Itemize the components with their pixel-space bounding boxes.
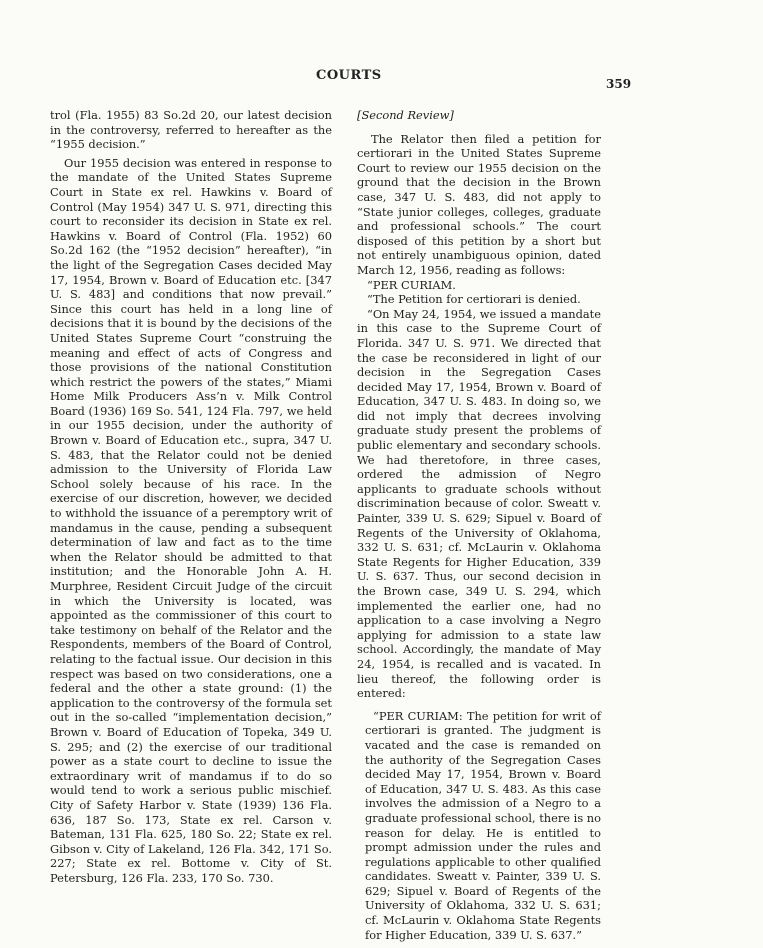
page-header bbox=[0, 68, 763, 90]
page-number: 359 bbox=[606, 77, 632, 91]
right-column bbox=[357, 108, 601, 942]
paragraph-continuation: trol (Fla. 1955) 83 So.2d 20, our latest decision in the controversy, referred to hereafter as the “1955 decision.” bbox=[50, 108, 332, 152]
section-heading: [Second Review] bbox=[357, 108, 454, 122]
quote-order: “PER CURIAM: The petition for writ of certiorari is granted. The judgment is vacated and the case is remanded on the authority of the Segregation Cases decided May 17, 1954, Brown v. Board of Education, 347 U. S. 483. As this case involves the admission of a Negro to a graduate professional school, there is no reason for delay. He is entitled to prompt admission under the rules and regulations applicable to other qualified candidates. Sweatt v. Painter, 339 U. S. 629; Sipuel v. Board of Regents of the University of Oklahoma, 332 U. S. 631; cf. McLaurin v. Oklahoma State Regents for Higher Education, 339 U. S. 637.” bbox=[365, 708, 601, 942]
quote-per-curiam: “PER CURIAM. bbox=[367, 277, 456, 292]
paragraph-petition: The Relator then filed a petition for certiorari in the United States Supreme Court to review our 1955 decision on the ground that the decision in the Brown case, 347 U. S. 483, did not apply to “State junior colleges, colleges, graduate and professional schools.” The court disposed of this petition by a short but not entirely unambiguous opinion, dated March 12, 1956, reading as follows: bbox=[357, 131, 601, 277]
quote-denied: “The Petition for certiorari is denied. bbox=[367, 292, 581, 307]
quote-mandate: “On May 24, 1954, we issued a mandate in this case to the Supreme Court of Florida. 347 U. S. 971. We directed that the case be reconsidered in light of our decision in the Segregation Cases decided May 17, 1954, Brown v. Board of Education, 347 U. S. 483. In doing so, we did not imply that decrees involving graduate study present the problems of public elementary and secondary schools. We had theretofore, in three cases, ordered the admission of Negro applicants to graduate schools without discrimination because of color. Sweatt v. Painter, 339 U. S. 629; Sipuel v. Board of Regents of the University of Oklahoma, 332 U. S. 631; cf. McLaurin v. Oklahoma State Regents for Higher Education, 339 U. S. 637. Thus, our second decision in the Brown case, 349 U. S. 294, which implemented the earlier one, had no application to a case involving a Negro applying for admission to a state law school. Accordingly, the mandate of May 24, 1954, is recalled and is vacated. In lieu thereof, the following order is entered: bbox=[357, 306, 601, 701]
running-head: COURTS bbox=[316, 68, 382, 83]
left-column bbox=[50, 108, 332, 885]
paragraph-1955-decision: Our 1955 decision was entered in response to the mandate of the United States Supreme Court in State ex rel. Hawkins v. Board of Control (May 1954) 347 U. S. 971, directing this court to reconsider its decision in State ex rel. Hawkins v. Board of Control (Fla. 1952) 60 So.2d 162 (the “1952 decision” hereafter), “in the light of the Segregation Cases decided May 17, 1954, Brown v. Board of Education etc. [347 U. S. 483] and conditions that now prevail.” Since this court has held in a long line of decisions that it is bound by the decisions of the United States Supreme Court “construing the meaning and effect of acts of Congress and those provisions of the national Constitution which restrict the powers of the states,” Miami Home Milk Producers Ass’n v. Milk Control Board (1936) 169 So. 541, 124 Fla. 797, we held in our 1955 decision, under the authority of Brown v. Board of Education etc., supra, 347 U. S. 483, that the Relator could not be denied admission to the University of Florida Law School solely because of his race. In the exercise of our discretion, however, we decided to withhold the issuance of a peremptory writ of mandamus in the cause, pending a subsequent determination of law and fact as to the time when the Relator should be admitted to that institution; and the Honorable John A. H. Murphree, Resident Circuit Judge of the circuit in which the University is located, was appointed as the commissioner of this court to take testimony on behalf of the Relator and the Respondents, members of the Board of Control, relating to the factual issue. Our decision in this respect was based on two considerations, one a federal and the other a state ground: (1) the application to the controversy of the formula set out in the so-called “implementation decision,” Brown v. Board of Education of Topeka, 349 U. S. 295; and (2) the exercise of our traditional power as a state court to decline to issue the extraordinary writ of mandamus if to do so would tend to work a serious public mischief. City of Safety Harbor v. State (1939) 136 Fla. 636, 187 So. 173, State ex rel. Carson v. Bateman, 131 Fla. 625, 180 So. 22; State ex rel. Gibson v. City of Lakeland, 126 Fla. 342, 171 So. 227; State ex rel. Bottome v. City of St. Petersburg, 126 Fla. 233, 170 So. 730. bbox=[50, 155, 332, 885]
